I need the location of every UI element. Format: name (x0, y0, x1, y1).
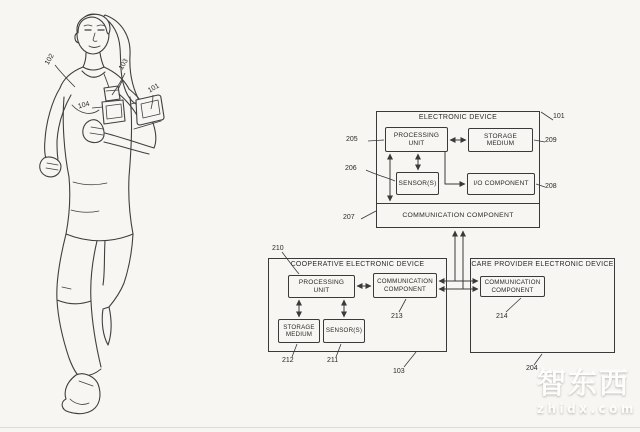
ref-213: 213 (391, 313, 403, 320)
garment-device (104, 86, 120, 101)
processing-unit-box: PROCESSING UNIT (385, 127, 448, 152)
ref-101-runner: 101 (147, 82, 161, 95)
ref-204: 204 (526, 365, 538, 372)
watermark-logo: 智东西 (537, 366, 631, 400)
coop-storage-medium-box: STORAGE MEDIUM (278, 319, 320, 343)
watermark-site: zhidx.com (537, 401, 637, 416)
running-shoe (62, 374, 100, 414)
ref-206: 206 (345, 165, 357, 172)
right-calf (102, 307, 111, 345)
care-provider-device-box (470, 258, 615, 353)
communication-component-box: COMMUNICATION COMPONENT (376, 203, 540, 228)
care-provider-device-title: CARE PROVIDER ELECTRONIC DEVICE (471, 261, 614, 268)
ref-103-runner: 103 (117, 57, 130, 72)
sensors-box: SENSOR(S) (396, 172, 439, 195)
runner-illustration (40, 14, 164, 414)
ref-211: 211 (327, 357, 339, 364)
coop-processing-unit-box: PROCESSING UNIT (288, 275, 355, 298)
watermark (537, 368, 637, 416)
left-fist (40, 157, 61, 177)
ref-103-block: 103 (393, 368, 405, 375)
io-component-box: I/O COMPONENT (467, 173, 535, 195)
electronic-device-title: ELECTRONIC DEVICE (418, 114, 498, 121)
ref-104-runner: 104 (77, 100, 91, 111)
ref-101: 101 (553, 113, 565, 120)
ref-212: 212 (282, 357, 294, 364)
image-bottom-edge (0, 427, 640, 428)
cooperative-device-title: COOPERATIVE ELECTRONIC DEVICE (290, 261, 425, 268)
care-communication-box: COMMUNICATION COMPONENT (480, 276, 545, 297)
ref-102-runner: 102 (43, 52, 56, 67)
storage-medium-box: STORAGE MEDIUM (468, 128, 533, 152)
ref-207: 207 (343, 214, 355, 221)
ref-208: 208 (545, 183, 557, 190)
ref-205: 205 (346, 136, 358, 143)
ref-214: 214 (496, 313, 508, 320)
ref-210: 210 (272, 245, 284, 252)
ref-209: 209 (545, 137, 557, 144)
coop-sensors-box: SENSOR(S) (323, 319, 365, 343)
right-fist (83, 120, 104, 143)
coop-communication-box: COMMUNICATION COMPONENT (373, 273, 437, 298)
